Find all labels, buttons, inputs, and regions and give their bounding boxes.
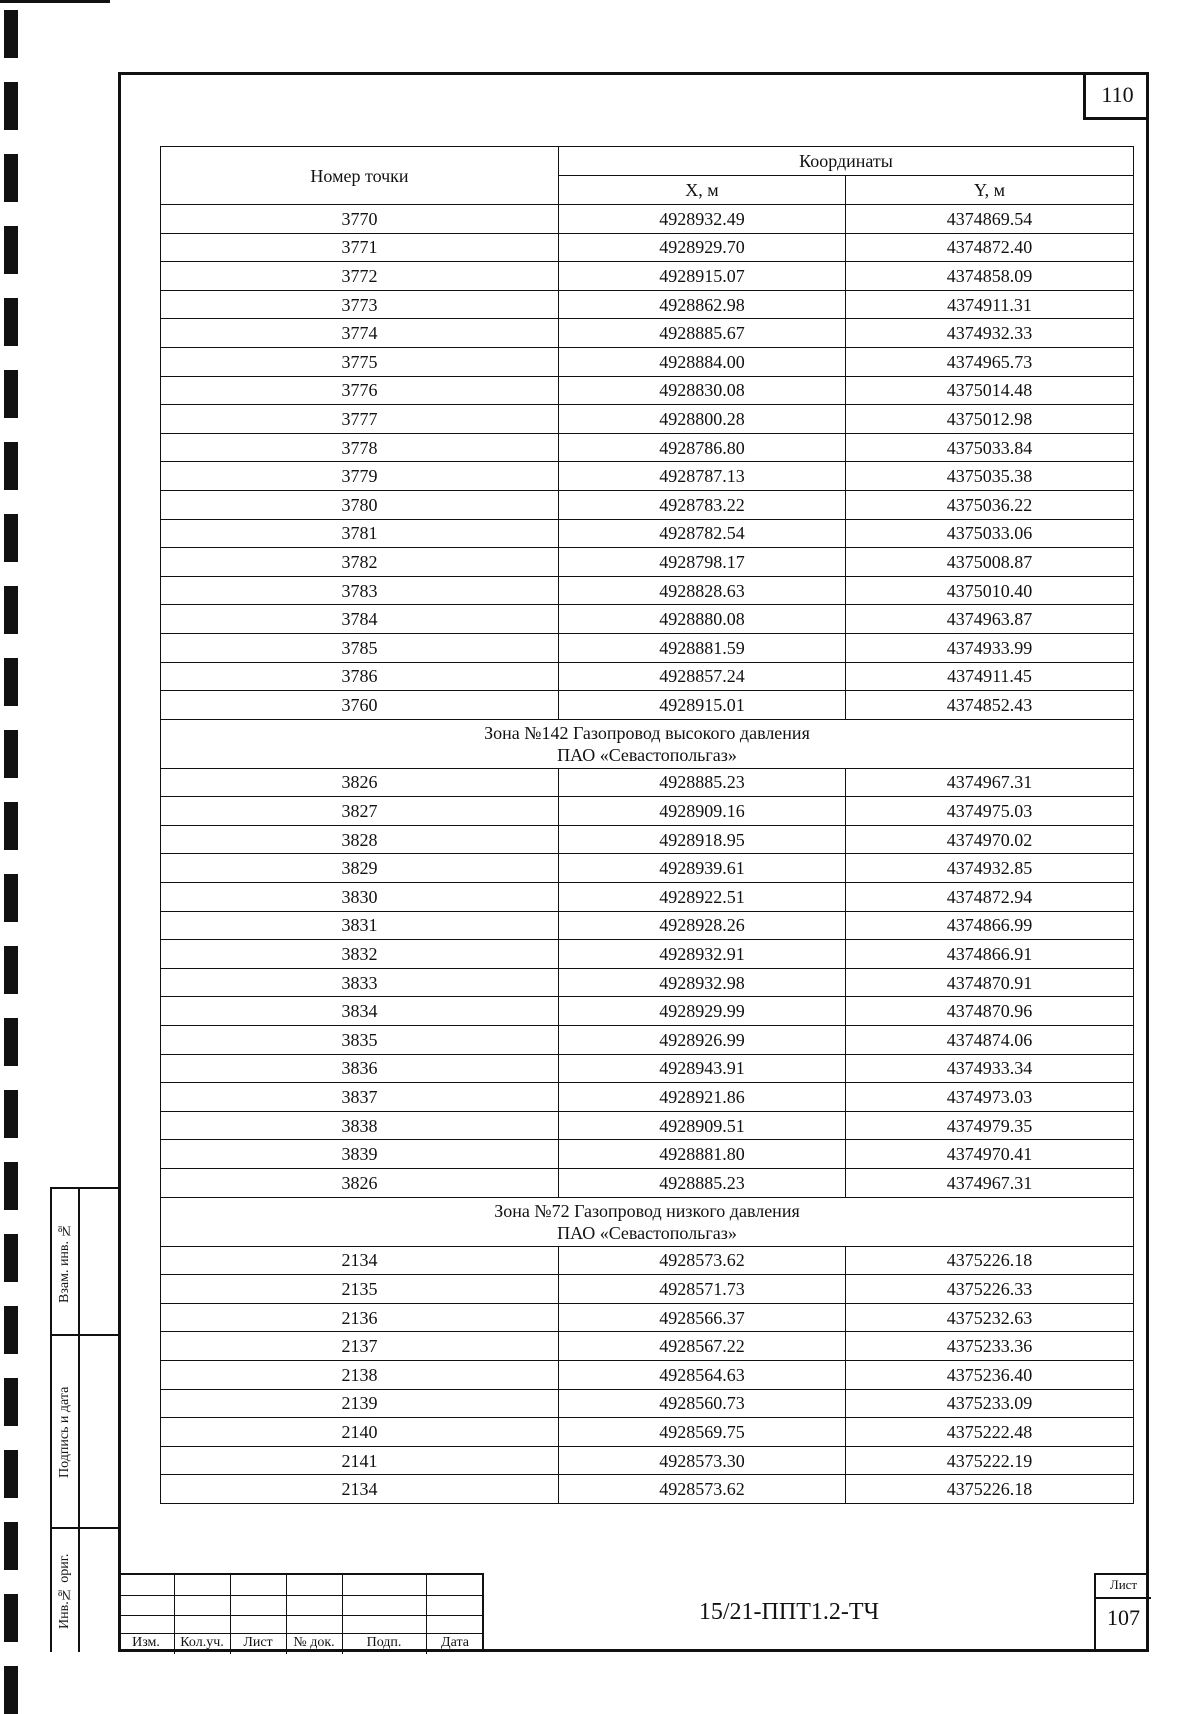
point-number-cell: 3786 [161,662,559,691]
x-coordinate-cell: 4928787.13 [559,462,846,491]
y-coordinate-cell: 4375233.36 [846,1332,1134,1361]
page-number-top: 110 [1083,72,1149,120]
point-number-cell: 2137 [161,1332,559,1361]
binding-mark [4,1450,18,1498]
table-row [161,290,1134,319]
table-row [161,319,1134,348]
zone-title [161,1197,1134,1246]
table-row [161,233,1134,262]
x-coordinate-cell: 4928880.08 [559,605,846,634]
binding-mark [4,1018,18,1066]
title-block-grid [118,1573,484,1652]
point-number-cell: 3832 [161,940,559,969]
label-data: Дата [441,1635,469,1650]
side-label-podpis: Подпись и дата [57,1386,72,1479]
point-number-cell: 3833 [161,968,559,997]
point-number-cell: 3835 [161,1026,559,1055]
x-coordinate-cell: 4928939.61 [559,854,846,883]
binding-mark [4,1162,18,1210]
x-coordinate-cell: 4928918.95 [559,825,846,854]
x-coordinate-cell: 4928909.51 [559,1111,846,1140]
coordinates-table [160,146,1134,1504]
point-number-cell: 3828 [161,825,559,854]
binding-mark [4,1090,18,1138]
y-coordinate-cell: 4375008.87 [846,548,1134,577]
point-number-cell: 3772 [161,262,559,291]
y-coordinate-cell: 4375236.40 [846,1360,1134,1389]
x-coordinate-cell: 4928862.98 [559,290,846,319]
side-cell-vzam [52,1189,120,1336]
point-number-cell: 3775 [161,347,559,376]
table-row [161,605,1134,634]
x-coordinate-cell: 4928782.54 [559,519,846,548]
header-y: Y, м [846,176,1134,205]
y-coordinate-cell: 4374967.31 [846,1169,1134,1198]
point-number-cell: 2135 [161,1275,559,1304]
x-coordinate-cell: 4928943.91 [559,1054,846,1083]
y-coordinate-cell: 4374973.03 [846,1083,1134,1112]
y-coordinate-cell: 4374872.94 [846,883,1134,912]
point-number-cell: 2141 [161,1446,559,1475]
zone-header-row [161,719,1134,768]
zone-title-line: Зона №72 Газопровод низкого давления [494,1200,800,1221]
point-number-cell: 3829 [161,854,559,883]
table-row [161,768,1134,797]
table-row [161,548,1134,577]
header-x: X, м [559,176,846,205]
point-number-cell: 3760 [161,691,559,720]
y-coordinate-cell: 4375010.40 [846,576,1134,605]
label-kol-uch: Кол.уч. [180,1635,224,1650]
y-coordinate-cell: 4375033.84 [846,433,1134,462]
side-cell-podpis [52,1336,120,1529]
table-row [161,1275,1134,1304]
x-coordinate-cell: 4928564.63 [559,1360,846,1389]
binding-mark [4,1378,18,1426]
point-number-cell: 2134 [161,1475,559,1504]
zone-title-line: Зона №142 Газопровод высокого давления [484,722,810,743]
point-number-cell: 3827 [161,797,559,826]
zone-title [161,719,1134,768]
point-number-cell: 3783 [161,576,559,605]
table-row [161,968,1134,997]
x-coordinate-cell: 4928885.67 [559,319,846,348]
binding-mark [4,1594,18,1642]
x-coordinate-cell: 4928569.75 [559,1418,846,1447]
table-row [161,1140,1134,1169]
y-coordinate-cell: 4374866.91 [846,940,1134,969]
x-coordinate-cell: 4928885.23 [559,1169,846,1198]
side-cell-inv [52,1529,120,1654]
y-coordinate-cell: 4375033.06 [846,519,1134,548]
table-row [161,1083,1134,1112]
binding-mark [4,442,18,490]
table-row [161,433,1134,462]
y-coordinate-cell: 4374965.73 [846,347,1134,376]
x-coordinate-cell: 4928830.08 [559,376,846,405]
point-number-cell: 2134 [161,1246,559,1275]
table-row [161,1446,1134,1475]
table-row [161,1054,1134,1083]
point-number-cell: 3785 [161,633,559,662]
y-coordinate-cell: 4374911.31 [846,290,1134,319]
binding-mark [4,154,18,202]
table-row [161,825,1134,854]
table-row [161,376,1134,405]
point-number-cell: 3778 [161,433,559,462]
point-number-cell: 3771 [161,233,559,262]
x-coordinate-cell: 4928786.80 [559,433,846,462]
x-coordinate-cell: 4928929.99 [559,997,846,1026]
point-number-cell: 3839 [161,1140,559,1169]
x-coordinate-cell: 4928909.16 [559,797,846,826]
binding-mark [4,82,18,130]
table-row [161,1418,1134,1447]
point-number-cell: 3780 [161,490,559,519]
table-row [161,691,1134,720]
table-row [161,662,1134,691]
point-number-cell: 3784 [161,605,559,634]
x-coordinate-cell: 4928932.49 [559,205,846,234]
y-coordinate-cell: 4375226.18 [846,1475,1134,1504]
y-coordinate-cell: 4375222.48 [846,1418,1134,1447]
y-coordinate-cell: 4375226.33 [846,1275,1134,1304]
binding-mark [4,1306,18,1354]
table-row [161,1332,1134,1361]
y-coordinate-cell: 4375012.98 [846,405,1134,434]
zone-owner-line: ПАО «Севастопольгаз» [557,744,737,765]
table-row [161,1360,1134,1389]
table-row [161,576,1134,605]
point-number-cell: 3826 [161,768,559,797]
table-row [161,1111,1134,1140]
binding-mark [4,298,18,346]
y-coordinate-cell: 4374852.43 [846,691,1134,720]
side-label-vzam: Взам. инв. № [57,1222,72,1303]
point-number-cell: 3830 [161,883,559,912]
x-coordinate-cell: 4928929.70 [559,233,846,262]
label-podp: Подп. [366,1635,402,1650]
label-n-dok: № док. [293,1635,335,1650]
point-number-cell: 2140 [161,1418,559,1447]
table-row [161,462,1134,491]
table-row [161,1246,1134,1275]
binding-mark [4,10,18,58]
x-coordinate-cell: 4928573.62 [559,1475,846,1504]
y-coordinate-cell: 4374866.99 [846,911,1134,940]
table-row [161,205,1134,234]
y-coordinate-cell: 4375232.63 [846,1303,1134,1332]
top-binding-rule [0,0,110,3]
binding-mark [4,1522,18,1570]
point-number-cell: 3779 [161,462,559,491]
y-coordinate-cell: 4374874.06 [846,1026,1134,1055]
x-coordinate-cell: 4928560.73 [559,1389,846,1418]
y-coordinate-cell: 4374970.41 [846,1140,1134,1169]
table-row [161,797,1134,826]
point-number-cell: 2136 [161,1303,559,1332]
point-number-cell: 3782 [161,548,559,577]
point-number-cell: 2138 [161,1360,559,1389]
x-coordinate-cell: 4928921.86 [559,1083,846,1112]
y-coordinate-cell: 4375226.18 [846,1246,1134,1275]
x-coordinate-cell: 4928828.63 [559,576,846,605]
y-coordinate-cell: 4375233.09 [846,1389,1134,1418]
binding-mark [4,586,18,634]
y-coordinate-cell: 4375035.38 [846,462,1134,491]
table-row [161,940,1134,969]
y-coordinate-cell: 4374911.45 [846,662,1134,691]
label-list: Лист [243,1635,273,1650]
zone-owner-line: ПАО «Севастопольгаз» [557,1222,737,1243]
side-stamp [50,1187,118,1652]
y-coordinate-cell: 4375036.22 [846,490,1134,519]
binding-mark [4,802,18,850]
sheet-box [1094,1573,1149,1652]
y-coordinate-cell: 4374932.33 [846,319,1134,348]
binding-mark [4,658,18,706]
point-number-cell: 3834 [161,997,559,1026]
y-coordinate-cell: 4374870.96 [846,997,1134,1026]
binding-mark [4,1666,18,1714]
binding-mark [4,370,18,418]
table-row [161,1169,1134,1198]
table-row [161,1475,1134,1504]
y-coordinate-cell: 4374967.31 [846,768,1134,797]
y-coordinate-cell: 4374975.03 [846,797,1134,826]
x-coordinate-cell: 4928573.30 [559,1446,846,1475]
sheet-label: Лист [1109,1577,1138,1592]
x-coordinate-cell: 4928932.98 [559,968,846,997]
x-coordinate-cell: 4928571.73 [559,1275,846,1304]
y-coordinate-cell: 4374869.54 [846,205,1134,234]
table-row [161,911,1134,940]
x-coordinate-cell: 4928567.22 [559,1332,846,1361]
x-coordinate-cell: 4928884.00 [559,347,846,376]
y-coordinate-cell: 4374963.87 [846,605,1134,634]
binding-mark [4,514,18,562]
side-label-inv: Инв.№ ориг. [57,1553,72,1630]
point-number-cell: 3781 [161,519,559,548]
x-coordinate-cell: 4928885.23 [559,768,846,797]
x-coordinate-cell: 4928922.51 [559,883,846,912]
point-number-cell: 3777 [161,405,559,434]
point-number-cell: 3776 [161,376,559,405]
table-row [161,519,1134,548]
binding-mark [4,226,18,274]
table-row [161,1389,1134,1418]
y-coordinate-cell: 4374870.91 [846,968,1134,997]
point-number-cell: 3837 [161,1083,559,1112]
table-row [161,405,1134,434]
x-coordinate-cell: 4928881.59 [559,633,846,662]
x-coordinate-cell: 4928881.80 [559,1140,846,1169]
x-coordinate-cell: 4928800.28 [559,405,846,434]
y-coordinate-cell: 4374979.35 [846,1111,1134,1140]
x-coordinate-cell: 4928932.91 [559,940,846,969]
y-coordinate-cell: 4374933.34 [846,1054,1134,1083]
binding-mark [4,946,18,994]
table-row [161,1026,1134,1055]
y-coordinate-cell: 4374872.40 [846,233,1134,262]
zone-header-row [161,1197,1134,1246]
y-coordinate-cell: 4374970.02 [846,825,1134,854]
label-izm: Изм. [132,1635,160,1650]
point-number-cell: 3773 [161,290,559,319]
y-coordinate-cell: 4374933.99 [846,633,1134,662]
y-coordinate-cell: 4375014.48 [846,376,1134,405]
header-point-number: Номер точки [161,147,559,205]
binding-mark [4,730,18,778]
x-coordinate-cell: 4928857.24 [559,662,846,691]
table-row [161,490,1134,519]
binding-mark [4,874,18,922]
x-coordinate-cell: 4928928.26 [559,911,846,940]
table-row [161,883,1134,912]
table-row [161,997,1134,1026]
x-coordinate-cell: 4928573.62 [559,1246,846,1275]
document-code: 15/21-ППТ1.2-ТЧ [698,1599,880,1625]
y-coordinate-cell: 4374858.09 [846,262,1134,291]
y-coordinate-cell: 4375222.19 [846,1446,1134,1475]
point-number-cell: 3774 [161,319,559,348]
x-coordinate-cell: 4928783.22 [559,490,846,519]
table-row [161,633,1134,662]
point-number-cell: 2139 [161,1389,559,1418]
x-coordinate-cell: 4928798.17 [559,548,846,577]
y-coordinate-cell: 4374932.85 [846,854,1134,883]
sheet-number: 107 [1107,1605,1140,1630]
point-number-cell: 3838 [161,1111,559,1140]
x-coordinate-cell: 4928915.01 [559,691,846,720]
point-number-cell: 3826 [161,1169,559,1198]
table-row [161,854,1134,883]
table-row [161,262,1134,291]
table-row [161,1303,1134,1332]
header-coordinates: Координаты [559,147,1134,176]
table-body [161,205,1134,1504]
binding-mark [4,1234,18,1282]
x-coordinate-cell: 4928915.07 [559,262,846,291]
table-row [161,347,1134,376]
x-coordinate-cell: 4928926.99 [559,1026,846,1055]
title-block [118,1573,1149,1652]
x-coordinate-cell: 4928566.37 [559,1303,846,1332]
point-number-cell: 3770 [161,205,559,234]
point-number-cell: 3831 [161,911,559,940]
point-number-cell: 3836 [161,1054,559,1083]
